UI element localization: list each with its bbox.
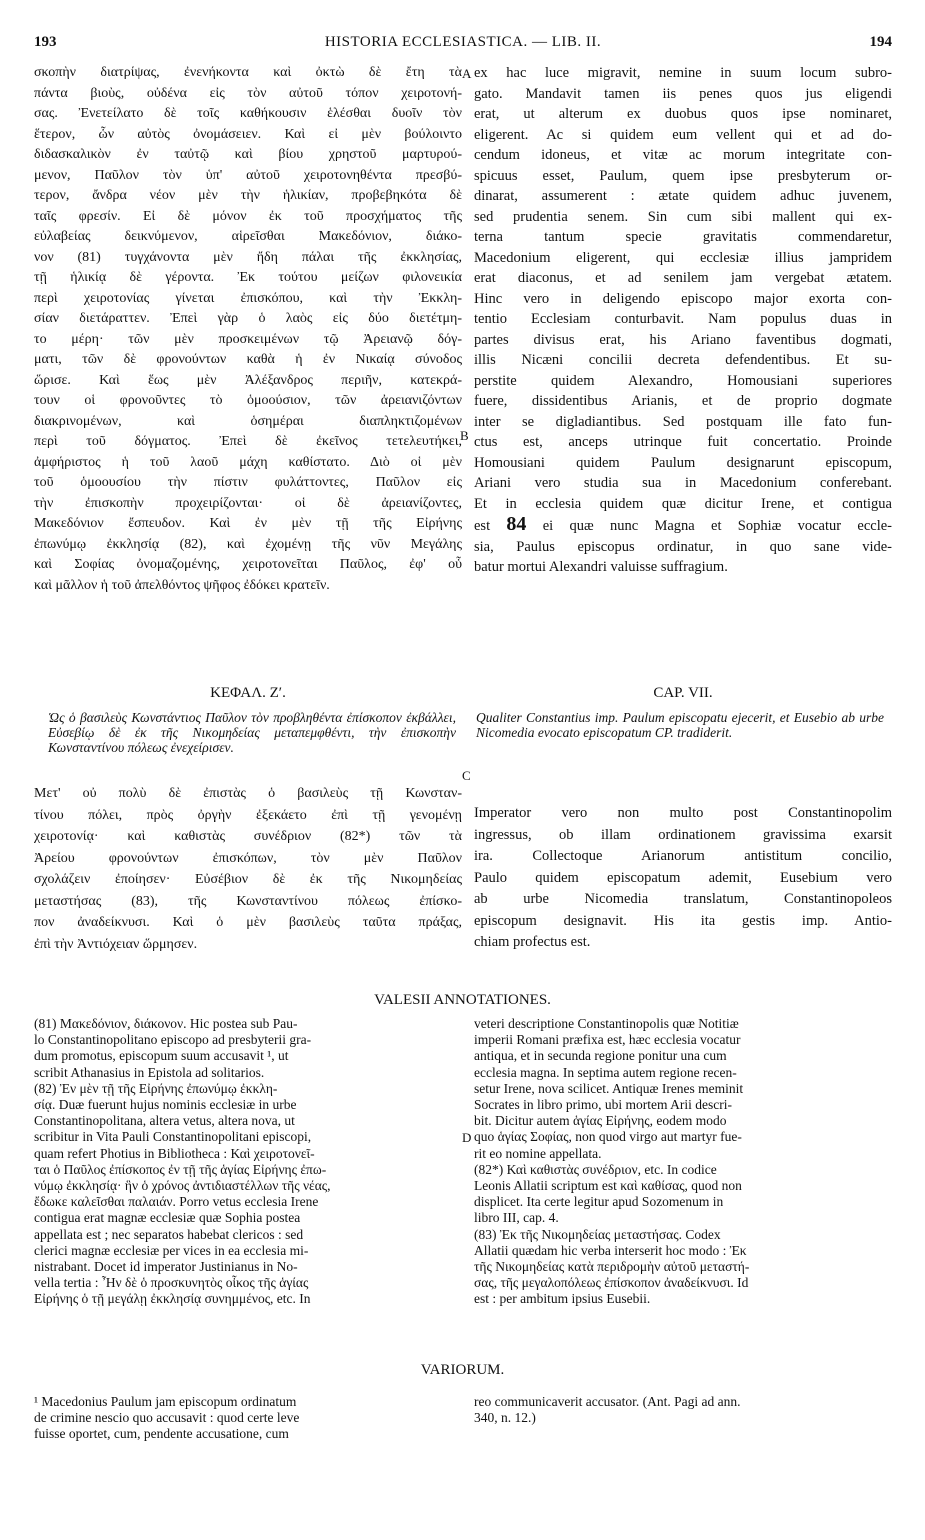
column-number-marker: 84 [506, 513, 527, 535]
text-line: fuere, dissidentibus Arianis, et de proprio dogmate [474, 393, 892, 409]
text-line: διδασκαλικὸν ἐν ταὐτῷ καὶ βίου χρηστοῦ μαρτυρού- [34, 147, 462, 162]
note-line: de crimine nescio quo accusavit : quod certe leve [34, 1410, 300, 1426]
text-line: Hinc vero in deligendo episcopo major exorta con- [474, 290, 892, 307]
note-line: ¹ Macedonius Paulum jam episcopum ordinatum [34, 1394, 297, 1409]
text-line: καὶ Σοφίας ὀνομαζομένης, χειροτονεῖται Παῦλος, ἐφ' οὗ [34, 557, 462, 572]
variorum-notes-left [34, 1394, 452, 1443]
note-line: quam refert Photius in Bibliotheca : Καὶ χειροτονεῖ- [34, 1145, 315, 1161]
text-line: σκοπὴν διατρίψας, ἐνενήκοντα καὶ ὀκτὼ δὲ ἔτη τὰ [34, 65, 462, 80]
note-line: displicet. Ita certe legitur apud Sozomenum in [474, 1194, 724, 1210]
text-line: erat diaconus, et ad senilem jam vergebat ætatem. [474, 270, 892, 286]
page-number-right: 194 [869, 34, 892, 50]
note-line: antiqua, et in secunda regione ponitur una cum [474, 1048, 727, 1064]
note-line: bit. Dicitur autem ἁγίας Εἰρήνης, eodem modo [474, 1113, 727, 1129]
chapter-title-greek: ΚΕΦΑΛ. Ζʹ. [210, 685, 286, 701]
page-number-left: 193 [34, 34, 57, 50]
variorum-notes-right [474, 1394, 892, 1426]
text-line: ingressus, ob illam ordinationem gravissima exarsit [474, 826, 892, 843]
text-line: gato. Mandavit tamen iis penes quos jus eligendi [474, 85, 892, 102]
note-line: σίᾳ. Duæ fuerunt hujus nominis ecclesiæ in urbe [34, 1097, 297, 1113]
note-line: scribitur in Vita Pauli Constantinopolitani episcopi, [34, 1129, 312, 1145]
note-line: ἔδωκε καλεῖσθαι παλαιάν. Porro vetus ecclesia Irene [34, 1194, 319, 1210]
text-line: τοῦ ὁμοουσίου τὴν πίστιν φυλάττοντες, Παῦλον εἰς [34, 475, 462, 490]
note-line: Εἰρήνης ὁ τῇ μεγάλῃ ἐκκλησίᾳ συνημμένος, etc. In [34, 1291, 311, 1307]
note-line: Allatii quædam hic verba interserit hoc modo : Ἐκ [474, 1242, 747, 1258]
text-line: το μέρη· τῶν μὲν προσκειμένων τῷ Ἀρειανῷ δόγ- [34, 331, 462, 347]
text-line: batur mortui Alexandri valuisse suffragium. [474, 559, 728, 575]
text-line: Et in ecclesia quidem quæ dicitur Irene, et contigua [474, 495, 892, 512]
text-line: ex hac luce migravit, nemine in suum locum subro- [474, 65, 892, 81]
text-fragment: est [474, 518, 491, 534]
note-line: imperii Romani præfixa est, hæc ecclesia vocatur [474, 1032, 741, 1048]
note-line: clerici magnæ ecclesiæ per vices in ea ecclesia mi- [34, 1242, 309, 1258]
note-line: (83) Ἐκ τῆς Νικομηδείας μεταστήσας. Codex [474, 1226, 721, 1242]
text-line: Homousiani quidem Paulum designarunt episcopum, [474, 454, 892, 471]
text-line: νον (81) τυγχάνοντα μὲν ἤδη πάλαι τῆς ἐκκλησίας, [34, 249, 462, 265]
note-line: lo Constantinopolitano episcopo ad presbyterii gra- [34, 1032, 312, 1048]
text-line: ταῖς φρεσίν. Εἰ δὲ μόνον ἐκ τοῦ προσχήματος τῆς [34, 208, 462, 224]
chapter-title-latin: CAP. VII. [653, 685, 713, 701]
valesii-heading: VALESII ANNOTATIONES. [374, 992, 551, 1008]
note-line: contigua erat magnæ ecclesiæ quæ Sophia postea [34, 1210, 301, 1226]
text-line: spicuus esset, Paulum, quem ipse presbyterum or- [474, 167, 892, 184]
text-line: Μακεδόνιον ἔσπευδον. Καὶ ἐν μὲν τῇ τῆς Εἰρήνης [34, 516, 462, 531]
text-line: τὴν ἐπισκοπὴν προχειρίζονται· οἱ δὲ ἀρειανίζοντες, [34, 495, 462, 511]
note-line: (82) Ἐν μὲν τῇ τῆς Εἰρήνης ἐπωνύμῳ ἐκκλη- [34, 1080, 278, 1096]
note-line: τῆς Νικομηδείας κατὰ περιδρομὴν αὐτοῦ μεταστή- [474, 1259, 750, 1275]
text-line: ctus est, anceps utrinque fuit concertatio. Proinde [474, 434, 892, 450]
running-header [34, 34, 892, 54]
text-line: ματι, τῶν δὲ φρονούντων καθὰ ἡ ἐν Νικαίᾳ σύνοδος [34, 352, 462, 367]
text-line: περὶ τοῦ δόγματος. Ἐπεὶ δὲ ἐκεῖνος τετελευτήκει, [34, 434, 462, 449]
text-line: chiam profectus est. [474, 934, 591, 950]
text-line: εὐλαβείας δεικνύμενον, αἱρεῖσθαι Μακεδόνιον, διάκο- [34, 229, 462, 244]
note-line: reo communicaverit accusator. (Ant. Pagi ad ann. [474, 1394, 741, 1409]
note-line: (81) Μακεδόνιον, διάκονον. Hic postea sub Pau- [34, 1016, 298, 1031]
note-line: nistrabant. Docet id imperator Justinianus in No- [34, 1259, 298, 1275]
text-line: διακρινομένων, καὶ ὁσημέραι διαπληκτιζομένων [34, 413, 462, 429]
text-line [474, 514, 892, 537]
note-line: Constantinopolitana, altera vetus, altera nova, ut [34, 1113, 295, 1129]
text-line: Macedonium eligerent, qui ecclesiæ illius jampridem [474, 249, 892, 266]
text-fragment: ei quæ nunc Magna et Sophiæ vocatur eccle- [542, 518, 893, 534]
text-line: ἐπὶ τὴν Ἀντιόχειαν ὥρμησεν. [34, 936, 198, 952]
note-line: ται ὁ Παῦλος ἐπίσκοπος ἐν τῇ τῆς ἁγίας Εἰρήνης ἐπω- [34, 1161, 327, 1177]
text-line: ab urbe Nicomedia translatum, Constantinopoleos [474, 891, 892, 907]
valesii-notes-right [474, 1016, 892, 1308]
note-line: 340, n. 12.) [474, 1410, 536, 1426]
note-line: fuisse oportet, cum, pendente accusatione, cum [34, 1426, 289, 1442]
text-line: illis Nicæni concilii decreta defendentibus. Et su- [474, 352, 892, 368]
latin-column-top [474, 63, 892, 578]
valesii-notes-left [34, 1016, 452, 1308]
text-line: τίνου πόλει, πρὸς ὀργὴν ἐξεκάετο ἐπὶ τῇ γενομένῃ [34, 807, 462, 823]
greek-column-ch7 [34, 783, 462, 955]
note-line: setur Irene, nova scilicet. Antiquæ Irenes meminit [474, 1080, 744, 1096]
running-title: HISTORIA ECCLESIASTICA. — LIB. II. [324, 34, 602, 50]
text-line: episcopum designavit. His ita gestis imp. Antio- [474, 912, 892, 929]
text-line: πον ἀναδείκνυσι. Καὶ ὁ μὲν βασιλεὺς ταῦτα πράξας, [34, 915, 462, 930]
text-line: ira. Collectoque Arianorum antistitum concilio, [474, 848, 892, 864]
text-line: σας. Ἐνετείλατο δὲ τοῖς καθήκουσιν ἑλέσθαι δυοῖν τὸν [34, 106, 462, 121]
text-line: cendum idoneus, et vitæ ac morum integritate con- [474, 147, 892, 163]
chapter-caption-latin: Qualiter Constantius imp. Paulum episcopatu ejecerit, et Eusebio ab urbe Nicomedia evocato episcopatum CP. tradiderit. [476, 710, 884, 740]
note-line: quo ἁγίας Σοφίας, non quod virgo aut martyr fue- [474, 1129, 742, 1145]
text-line: σχολάζειν ἐποίησεν· Εὐσέβιον δὲ ἐκ τῆς Νικομηδείας [34, 872, 462, 887]
text-line: τουν οἱ φρονοῦντες τὸ ὁμοούσιον, τῶν ἀρειανιζόντων [34, 393, 462, 408]
margin-letter-d: D [462, 1130, 472, 1145]
note-line: appellata est ; nec separatos habebat clericos : sed [34, 1226, 304, 1242]
text-line: partes divisus erat, his Ariano faventibus dogmati, [474, 331, 892, 348]
chapter-caption-greek: Ὡς ὁ βασιλεὺς Κωνστάντιος Παῦλον τὸν προβληθέντα ἐπίσκοπον ἐκβάλλει, Εὐσεβίῳ δὲ ἐκ τῆς Νικομηδείας μεταπεμφθέντι, τὴν ἐπισκοπὴν Κωνσταντίνου πόλεως ἐνεχείρισεν. [48, 710, 456, 755]
note-line: Socrates in libro primo, ubi mortem Arii descri- [474, 1097, 732, 1113]
note-line: (82*) Καὶ καθιστὰς συνέδριον, etc. In codice [474, 1161, 717, 1177]
note-line: vella tertia : Ἦν δὲ ὁ προσκυνητὸς οἶκος τῆς ἁγίας [34, 1275, 309, 1291]
text-line: terna tantum specie gravitatis commendaretur, [474, 229, 892, 245]
text-line: perstite quidem Alexandro, Homousiani superiores [474, 372, 892, 389]
note-line: ecclesia magna. In septima autem regione recen- [474, 1064, 737, 1080]
margin-letter-a: A [462, 66, 472, 81]
text-line: Ἀρείου φρονούντων ἐπισκόπων, τὸν μὲν Παῦλον [34, 850, 462, 866]
margin-letter-b: B [460, 428, 469, 443]
text-line: eligerent. Ac si quidem eum vellent qui et ad do- [474, 126, 892, 143]
note-line: dum promotus, episcopum suum accusavit ¹, ut [34, 1048, 289, 1064]
note-line: rit eo nomine appellata. [474, 1145, 602, 1161]
text-line: ὥρισε. Καὶ ἕως μὲν Ἀλέξανδρος περιῆν, κατεκρά- [34, 372, 462, 388]
text-line: sed prudentia senem. Sin cum sibi mallent qui ex- [474, 208, 892, 225]
text-line: ἐπωνύμῳ ἐκκλησίᾳ (82), καὶ ἐχομένῃ τῆς νῦν Μεγάλης [34, 536, 462, 552]
note-line: libro III, cap. 4. [474, 1210, 559, 1226]
text-line: erat, ut alterum ex duobus quos ipse nominaret, [474, 106, 892, 122]
latin-column-ch7 [474, 803, 892, 954]
note-line: σας, τῆς μεγαλοπόλεως ἐπίσκοπον ἀναδείκνυσι. Id [474, 1275, 749, 1291]
text-line: πάντα βιοὺς, οὐδένα εἰς τὸν αὐτοῦ τόπον χειροτονή- [34, 85, 462, 101]
text-line: sia, Paulus episcopus ordinatur, in quo sane vide- [474, 538, 892, 555]
greek-column-top [34, 63, 462, 596]
variorum-heading: VARIORUM. [420, 1362, 505, 1378]
text-line: Paulo quidem episcopatum ademit, Eusebium vero [474, 869, 892, 886]
text-line: Ariani vero studia sua in Macedonium conferebant. [474, 475, 892, 491]
note-line: scribit Athanasius in Epistola ad solitarios. [34, 1064, 265, 1080]
text-line: μενον, Παῦλον τὸν ὑπ' αὐτοῦ χειροτονηθέντα πρεσβύ- [34, 167, 462, 183]
note-line: est : per ambitum ipsius Eusebii. [474, 1291, 651, 1307]
note-line: νύμῳ ἐκκλησίᾳ· ἣν ὁ χρόνος ἀντιδιαστέλλων τῆς νέας, [34, 1178, 331, 1194]
text-line: μεταστήσας (83), τῆς Κωνσταντίνου πόλεως ἐπίσκο- [34, 893, 462, 909]
text-line: tentio Ecclesiam conturbavit. Nam populus duas in [474, 311, 892, 327]
text-line: Imperator vero non multo post Constantinopolim [474, 805, 892, 821]
text-line: χειροτονίᾳ· καὶ καθιστὰς συνέδριον (82*) τῶν τὰ [34, 829, 462, 844]
text-line: inter se digladiantibus. Sed postquam ille fato fun- [474, 413, 892, 430]
text-line: ἀμφήριστος ἡ τοῦ λαοῦ μάχη καθίστατο. Διὸ οἱ μὲν [34, 454, 462, 470]
text-line: καὶ μᾶλλον ἡ τοῦ ἀπελθόντος ψῆφος ἐδόκει κρατεῖν. [34, 577, 330, 593]
text-line: τῇ ἡλικίᾳ δὲ γέροντα. Ἐκ τούτου μείζων φιλονεικία [34, 270, 462, 285]
text-line: ἕτερον, ὧν αὐτὸς ὀνομάσειεν. Καὶ εἰ μὲν βούλοιντο [34, 126, 462, 142]
text-line: τερον, ἄνδρα νέον μὲν τὴν ἡλικίαν, προβεβηκότα δὲ [34, 188, 462, 203]
text-line: dinarat, assumerent : ætate quidem adhuc juvenem, [474, 188, 892, 204]
text-line: Μετ' οὐ πολὺ δὲ ἐπιστὰς ὁ βασιλεὺς τῇ Κωνσταν- [34, 786, 462, 801]
text-line: σίαν διετάραττεν. Ἐπεὶ γὰρ ὁ λαὸς εἰς δύο διετέτμη- [34, 311, 462, 326]
text-line: περὶ χειροτονίας γίνεται ἐπισκόπου, καὶ τὴν Ἐκκλη- [34, 290, 462, 306]
margin-letter-c: C [462, 768, 471, 783]
note-line: veteri descriptione Constantinopolis quæ Notitiæ [474, 1016, 739, 1031]
note-line: Leonis Allatii scriptum est καὶ καθίσας, quod non [474, 1178, 742, 1194]
